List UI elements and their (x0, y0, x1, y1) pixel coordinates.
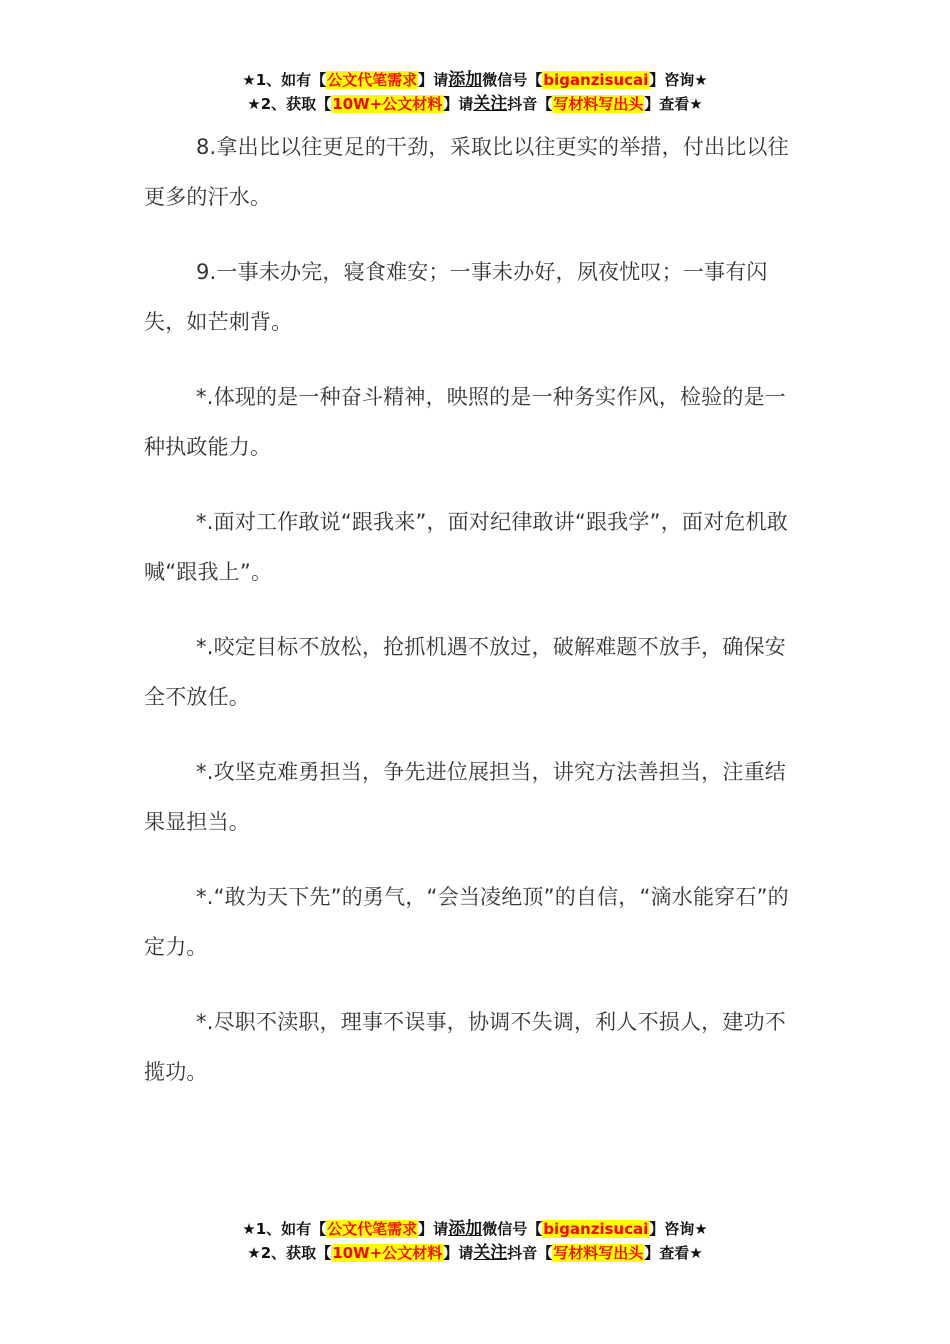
footer-line-1 (0, 1217, 950, 1241)
paragraph-goals: *.咬定目标不放松，抢抓机遇不放过，破解难题不放手，确保安全不放任。 (144, 635, 786, 709)
emphasis-follow: 关注 (473, 94, 508, 114)
text: 】请 (443, 1244, 474, 1262)
paragraph-8: 8.拿出比以往更足的干劲，采取比以往更实的举措，付出比以往更多的汗水。 (144, 135, 789, 209)
text: ★1、如有【 (242, 1220, 327, 1238)
footer-banner (0, 1217, 950, 1265)
document-body (144, 122, 806, 1122)
text: 】咨询★ (649, 71, 708, 89)
text: 】查看★ (644, 1244, 703, 1262)
text: ★2、获取【 (247, 1244, 332, 1262)
paragraph-responsibility: *.攻坚克难勇担当，争先进位展担当，讲究方法善担当，注重结果显担当。 (144, 760, 786, 834)
emphasis-add: 添加 (448, 70, 483, 90)
wechat-id[interactable]: biganzisucai (543, 71, 649, 89)
paragraph-duty: *.尽职不渎职，理事不误事，协调不失调，利人不损人，建功不揽功。 (144, 1010, 786, 1084)
header-line-2 (0, 92, 950, 116)
text: 抖音【 (507, 95, 553, 113)
highlight-service: 公文代笔需求 (327, 1220, 418, 1238)
header-banner (0, 68, 950, 116)
footer-line-2 (0, 1241, 950, 1265)
emphasis-follow: 关注 (473, 1243, 508, 1263)
paragraph-spirit: *.体现的是一种奋斗精神，映照的是一种务实作风，检验的是一种执政能力。 (144, 385, 786, 459)
paragraph-follow-me: *.面对工作敢说“跟我来”，面对纪律敢讲“跟我学”，面对危机敢喊“跟我上”。 (144, 510, 788, 584)
text: 】请 (418, 71, 449, 89)
text: 】请 (443, 95, 474, 113)
wechat-id[interactable]: biganzisucai (543, 1220, 649, 1238)
highlight-service: 公文代笔需求 (327, 71, 418, 89)
highlight-materials: 10W+公文材料 (332, 95, 443, 113)
text: 微信号【 (482, 71, 543, 89)
header-line-1 (0, 68, 950, 92)
douyin-account[interactable]: 写材料写出头 (553, 1244, 644, 1262)
text: 抖音【 (507, 1244, 553, 1262)
text: ★1、如有【 (242, 71, 327, 89)
text: 】请 (418, 1220, 449, 1238)
paragraph-9: 9.一事未办完，寝食难安；一事未办好，夙夜忧叹；一事有闪失，如芒刺背。 (144, 260, 768, 334)
douyin-account[interactable]: 写材料写出头 (553, 95, 644, 113)
paragraph-courage: *.“敢为天下先”的勇气，“会当凌绝顶”的自信，“滴水能穿石”的定力。 (144, 885, 789, 959)
text: 】查看★ (644, 95, 703, 113)
highlight-materials: 10W+公文材料 (332, 1244, 443, 1262)
emphasis-add: 添加 (448, 1219, 483, 1239)
text: 微信号【 (482, 1220, 543, 1238)
text: ★2、获取【 (247, 95, 332, 113)
text: 】咨询★ (649, 1220, 708, 1238)
